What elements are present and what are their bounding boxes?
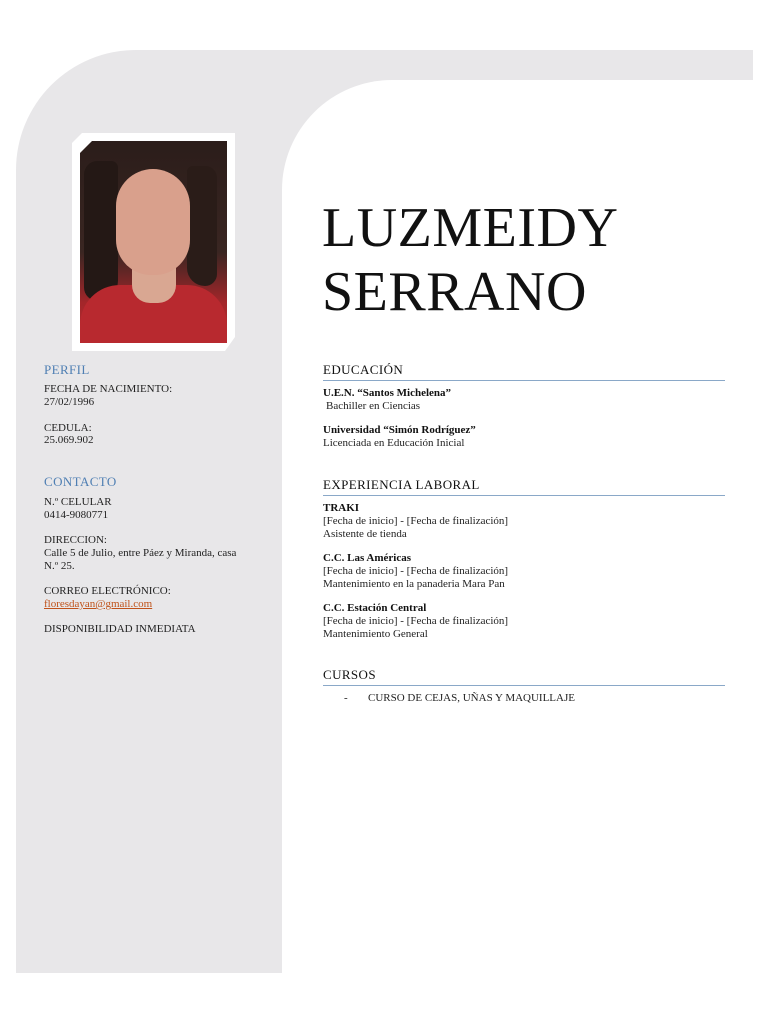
address-line-2: N.º 25. (44, 560, 75, 572)
page-margin (0, 973, 768, 1024)
experience-org: C.C. Estación Central (323, 602, 427, 614)
education-detail: Bachiller en Ciencias (326, 400, 421, 412)
sidebar-background (16, 880, 282, 973)
email-link[interactable] (44, 598, 152, 611)
photo-hair-left (84, 161, 118, 301)
experience-org: C.C. Las Américas (323, 552, 411, 564)
perfil-heading: PERFIL (44, 362, 90, 377)
first-name: LUZMEIDY (322, 197, 619, 259)
experience-item (323, 602, 508, 641)
email-value[interactable]: floresdayan@gmail.com (44, 598, 153, 610)
id-label: CEDULA: (44, 422, 92, 434)
education-org: Universidad “Simón Rodríguez” (323, 424, 476, 436)
address-line-1: Calle 5 de Julio, entre Páez y Miranda, casa (44, 547, 237, 559)
education-item (323, 424, 476, 450)
candidate-name (322, 196, 618, 324)
experience-item (323, 552, 508, 591)
bullet-dash: - (344, 692, 348, 704)
education-org: U.E.N. “Santos Michelena” (323, 387, 452, 399)
birth-value: 27/02/1996 (44, 396, 95, 408)
experience-dates: [Fecha de inicio] - [Fecha de finalización] (323, 615, 509, 627)
availability: DISPONIBILIDAD INMEDIATA (44, 623, 196, 635)
education-detail: Licenciada en Educación Inicial (323, 437, 465, 449)
birth-label: FECHA DE NACIMIENTO: (44, 383, 173, 395)
course-item (344, 692, 575, 704)
experiencia-heading: EXPERIENCIA LABORAL (323, 477, 725, 496)
address-label: DIRECCION: (44, 534, 107, 546)
profile-photo (80, 141, 227, 343)
phone-label: N.º CELULAR (44, 496, 112, 508)
contacto-heading: CONTACTO (44, 474, 117, 489)
experience-org: TRAKI (323, 502, 360, 514)
education-item (323, 387, 451, 413)
course-name: CURSO DE CEJAS, UÑAS Y MAQUILLAJE (368, 692, 575, 704)
cursos-heading: CURSOS (323, 667, 725, 686)
phone-value: 0414-9080771 (44, 509, 109, 521)
experience-item (323, 502, 508, 541)
last-name: SERRANO (322, 261, 587, 323)
photo-face (116, 169, 190, 275)
experience-role: Mantenimiento General (323, 628, 428, 640)
experience-dates: [Fecha de inicio] - [Fecha de finalización] (323, 565, 509, 577)
photo-hair-right (187, 166, 217, 286)
experience-role: Mantenimiento en la panaderia Mara Pan (323, 578, 505, 590)
profile-photo-frame (72, 133, 235, 351)
id-value: 25.069.902 (44, 434, 94, 446)
email-label: CORREO ELECTRÓNICO: (44, 585, 171, 597)
experience-role: Asistente de tienda (323, 528, 407, 540)
experience-dates: [Fecha de inicio] - [Fecha de finalización] (323, 515, 509, 527)
educacion-heading: EDUCACIÓN (323, 362, 725, 381)
